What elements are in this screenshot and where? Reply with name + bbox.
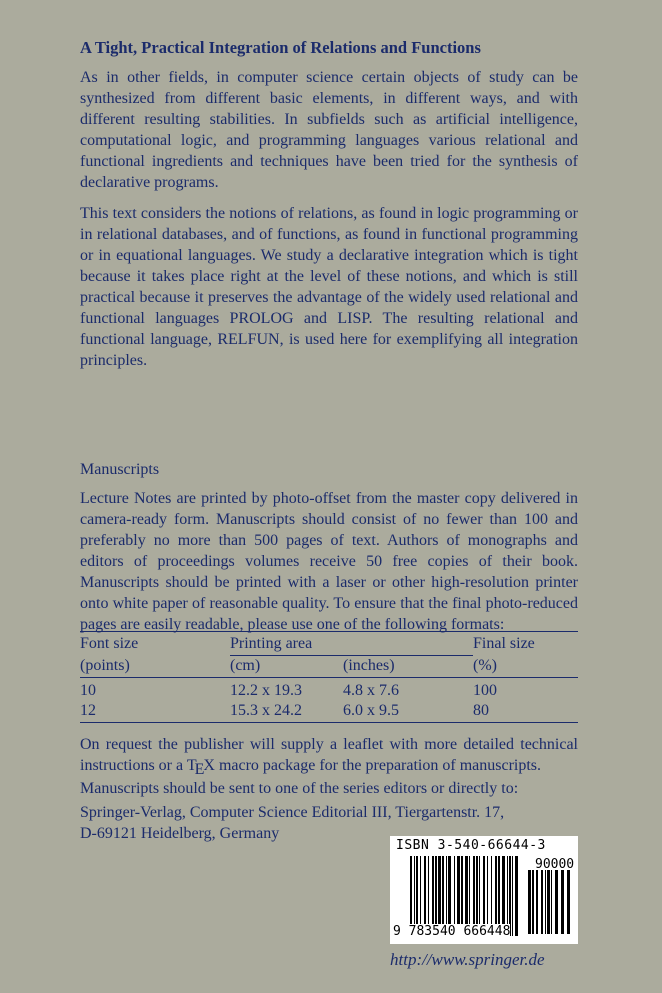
tex-x: X	[203, 757, 215, 774]
barcode-bar	[567, 870, 570, 934]
barcode-bar	[545, 870, 546, 934]
barcode-bar	[541, 870, 543, 934]
section-title: A Tight, Practical Integration of Relations and Functions	[80, 38, 481, 57]
isbn-barcode	[390, 836, 578, 944]
barcode-bar	[515, 856, 518, 936]
th-cm: (cm)	[230, 657, 261, 674]
addon-text: 90000	[535, 857, 575, 872]
th-final-size: Final size	[473, 635, 535, 652]
address-line-1: Springer-Verlag, Computer Science Editorial III, Tiergartenstr. 17,	[80, 804, 505, 821]
request-text	[80, 734, 578, 776]
barcode-bar	[555, 870, 558, 934]
send-text: Manuscripts should be sent to one of the series editors or directly to:	[80, 780, 519, 797]
address-line-2: D-69121 Heidelberg, Germany	[80, 825, 280, 842]
manuscripts-intro: Lecture Notes are printed by photo-offset from the master copy delivered in camera-ready form. Manuscripts should consist of no fewer than 100 and preferably no more than 500 pages of text. Authors of monographs and editors of proceedings volumes receive 50 free copies of their book. Manuscripts should be printed with a laser or other high-resolution printer onto white paper of reasonable quality. To ensure that the final photo-reduced pages are easily readable, please use one of the following formats:	[80, 490, 578, 633]
table-row	[80, 678, 578, 703]
request-text-a: On request the publisher will supply a leaflet with more detailed technical instructions or a	[80, 736, 578, 774]
manuscripts-heading: Manuscripts	[80, 461, 160, 478]
barcode-bar	[536, 870, 538, 934]
barcode-bar	[528, 870, 531, 934]
th-printing-area: Printing area	[230, 632, 473, 656]
tex-logo	[186, 757, 215, 778]
format-table	[80, 631, 578, 723]
th-percent: (%)	[473, 656, 497, 674]
publisher-url[interactable]: http://www.springer.de	[390, 950, 545, 969]
paragraph-1: As in other fields, in computer science certain objects of study can be synthesized from different basic elements, in different ways, and with different resulting stabilities. In subfields such as artificial intelligence, computational logic, and programming languages various relational and functional ingredients and techniques have been tried for the synthesis of declarative programs.	[80, 69, 578, 191]
tex-e: E	[194, 761, 205, 778]
table-row	[80, 702, 578, 723]
cell: 6.0 x 9.5	[343, 702, 399, 719]
ean-text: 9 783540 666448	[393, 924, 511, 939]
th-font-size: Font size	[80, 635, 139, 652]
cell: 4.8 x 7.6	[343, 682, 399, 699]
cell: 12	[80, 702, 96, 719]
cell: 12.2 x 19.3	[230, 682, 302, 699]
barcode-bar	[547, 870, 550, 934]
barcode-bar	[512, 856, 513, 936]
paragraph-2: This text considers the notions of relations, as found in logic programming or in relational databases, and of functions, as found in functional programming or in equational languages. We study a declarative integration which is tight because it takes place right at the level of these notions, and which is still practical because it preserves the advantage of the widely used relational and functional languages PROLOG and LISP. The resulting relational and functional language, RELFUN, is used here for exemplifying all integration principles.	[80, 205, 578, 369]
barcode-bar	[561, 870, 564, 934]
th-inches: (inches)	[343, 657, 395, 674]
cell: 15.3 x 24.2	[230, 702, 302, 719]
cell: 100	[473, 682, 497, 699]
request-text-b: macro package for the preparation of manuscripts.	[214, 757, 542, 774]
tex-t: T	[186, 757, 197, 774]
isbn-text: ISBN 3-540-66644-3	[396, 838, 546, 853]
barcode-bar	[551, 870, 552, 934]
barcode-bar	[532, 870, 534, 934]
cell: 10	[80, 682, 96, 699]
th-points: (points)	[80, 656, 130, 674]
cell: 80	[473, 702, 489, 719]
